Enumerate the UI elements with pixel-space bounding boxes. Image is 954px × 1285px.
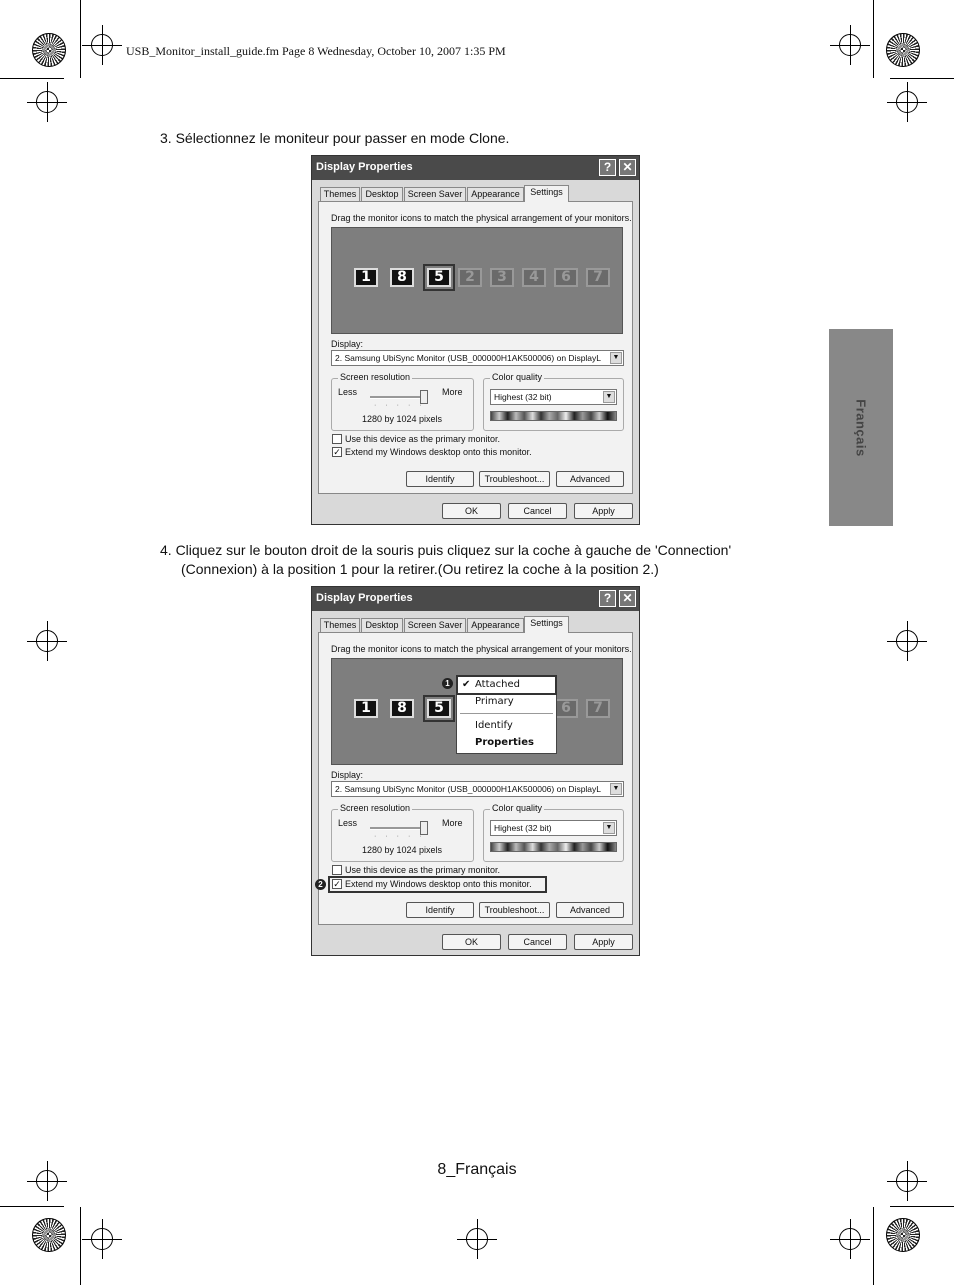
slider-ticks: ·····: [374, 833, 431, 840]
ok-button[interactable]: OK: [442, 934, 501, 950]
troubleshoot-button[interactable]: Troubleshoot...: [479, 902, 550, 918]
cancel-button[interactable]: Cancel: [508, 934, 567, 950]
crosshair-mark-icon: [466, 1228, 488, 1250]
registration-mark-icon: [32, 1218, 66, 1252]
crosshair-mark-icon: [36, 630, 58, 652]
display-select[interactable]: [331, 781, 624, 797]
identify-button[interactable]: Identify: [406, 471, 474, 487]
monitor-icon[interactable]: 6: [554, 268, 578, 287]
settings-panel: [318, 632, 633, 925]
display-properties-dialog-1: [311, 155, 640, 525]
monitor-arrangement-area[interactable]: [331, 227, 623, 334]
instruction-text: Drag the monitor icons to match the physical arrangement of your monitors.: [331, 644, 632, 654]
primary-monitor-label: Use this device as the primary monitor.: [345, 865, 501, 875]
menu-separator: [460, 713, 553, 714]
slider-ticks: ·····: [374, 402, 431, 409]
crosshair-mark-icon: [896, 630, 918, 652]
crop-line: [0, 1206, 64, 1207]
close-button[interactable]: ✕: [619, 159, 636, 176]
troubleshoot-button[interactable]: Troubleshoot...: [479, 471, 550, 487]
color-quality-label: Color quality: [492, 803, 543, 813]
check-icon: ✔: [462, 679, 471, 690]
dialog-title: Display Properties: [316, 161, 413, 173]
side-tab-label: Français: [853, 398, 869, 457]
tab-themes[interactable]: Themes: [320, 618, 360, 632]
crosshair-mark-icon: [91, 1228, 113, 1250]
tab-screen-saver[interactable]: Screen Saver: [404, 187, 466, 201]
crop-line: [890, 1206, 954, 1207]
tab-settings[interactable]: Settings: [524, 185, 569, 202]
apply-button[interactable]: Apply: [574, 934, 633, 950]
crosshair-mark-icon: [91, 34, 113, 56]
monitor-arrangement-area[interactable]: [331, 658, 623, 765]
extend-desktop-checkbox[interactable]: ✓: [333, 447, 341, 457]
crosshair-mark-icon: [839, 1228, 861, 1250]
tab-screen-saver[interactable]: Screen Saver: [404, 618, 466, 632]
crop-line: [873, 0, 874, 78]
monitor-icon[interactable]: 7: [586, 699, 610, 718]
advanced-button[interactable]: Advanced: [556, 902, 624, 918]
chevron-down-icon: ▼: [603, 391, 615, 403]
primary-monitor-checkbox[interactable]: [332, 865, 342, 875]
primary-monitor-label: Use this device as the primary monitor.: [345, 434, 501, 444]
callout-badge-2: 2: [315, 879, 326, 890]
less-label: Less: [338, 387, 358, 397]
monitor-icon[interactable]: 6: [554, 699, 578, 718]
monitor-icon[interactable]: 8: [390, 699, 414, 718]
ok-button[interactable]: OK: [442, 503, 501, 519]
primary-monitor-checkbox[interactable]: [332, 434, 342, 444]
monitor-icon[interactable]: 2: [458, 268, 482, 287]
menu-item-primary[interactable]: Primary: [475, 696, 514, 707]
monitor-icon[interactable]: 8: [390, 268, 414, 287]
tab-settings[interactable]: Settings: [524, 616, 569, 633]
extend-desktop-checkbox[interactable]: ✓: [333, 879, 341, 889]
extend-desktop-label: Extend my Windows desktop onto this monitor.: [345, 879, 532, 889]
menu-item-identify[interactable]: Identify: [475, 720, 513, 731]
resolution-value: 1280 by 1024 pixels: [362, 845, 443, 855]
screen-resolution-label: Screen resolution: [340, 372, 411, 382]
display-label: Display:: [331, 339, 364, 349]
tab-appearance[interactable]: Appearance: [467, 187, 524, 201]
display-properties-dialog-2: [311, 586, 640, 956]
help-button[interactable]: ?: [599, 159, 616, 176]
screen-resolution-group: [331, 372, 474, 431]
monitor-icon-selected[interactable]: 5: [427, 699, 451, 718]
step-4-text-line-1: 4. Cliquez sur le bouton droit de la souris puis cliquez sur la coche à gauche de 'Connection': [160, 542, 732, 558]
tab-desktop[interactable]: Desktop: [361, 187, 403, 201]
registration-mark-icon: [886, 33, 920, 67]
crosshair-mark-icon: [839, 34, 861, 56]
color-preview-bar: [490, 842, 617, 852]
tab-themes[interactable]: Themes: [320, 187, 360, 201]
instruction-text: Drag the monitor icons to match the physical arrangement of your monitors.: [331, 213, 632, 223]
less-label: Less: [338, 818, 358, 828]
title-bar: [312, 587, 639, 611]
menu-item-properties[interactable]: Properties: [475, 737, 534, 748]
tab-desktop[interactable]: Desktop: [361, 618, 403, 632]
file-header-line: USB_Monitor_install_guide.fm Page 8 Wednesday, October 10, 2007 1:35 PM: [126, 44, 506, 58]
registration-mark-icon: [32, 33, 66, 67]
identify-button[interactable]: Identify: [406, 902, 474, 918]
dialog-title: Display Properties: [316, 592, 413, 604]
display-select[interactable]: [331, 350, 624, 366]
color-quality-value: Highest (32 bit): [494, 392, 552, 402]
display-label: Display:: [331, 770, 364, 780]
close-button[interactable]: ✕: [619, 590, 636, 607]
color-preview-bar: [490, 411, 617, 421]
crop-line: [80, 1207, 81, 1285]
screen-resolution-group: [331, 803, 474, 862]
step-4-text-line-2: (Connexion) à la position 1 pour la retirer.(Ou retirez la coche à la position 2.): [181, 561, 659, 577]
settings-panel: [318, 201, 633, 494]
tab-appearance[interactable]: Appearance: [467, 618, 524, 632]
language-side-tab: [829, 329, 893, 526]
monitor-icon-selected[interactable]: 5: [427, 268, 451, 287]
display-select-value: 2. Samsung UbiSync Monitor (USB_000000H1AK500006) on DisplayL: [335, 353, 602, 363]
display-select-value: 2. Samsung UbiSync Monitor (USB_000000H1AK500006) on DisplayL: [335, 784, 602, 794]
crosshair-mark-icon: [36, 91, 58, 113]
monitor-context-menu: [456, 675, 557, 754]
crop-line: [0, 78, 64, 79]
color-quality-group: [483, 803, 624, 862]
crop-line: [873, 1207, 874, 1285]
screen-resolution-label: Screen resolution: [340, 803, 411, 813]
menu-item-attached[interactable]: Attached: [475, 679, 520, 690]
color-quality-value: Highest (32 bit): [494, 823, 552, 833]
chevron-down-icon: ▼: [610, 352, 622, 364]
color-quality-select[interactable]: [490, 820, 617, 836]
monitor-icon[interactable]: 7: [586, 268, 610, 287]
extend-desktop-label: Extend my Windows desktop onto this monitor.: [345, 447, 532, 457]
resolution-value: 1280 by 1024 pixels: [362, 414, 443, 424]
cancel-button[interactable]: Cancel: [508, 503, 567, 519]
step-3-text: 3. Sélectionnez le moniteur pour passer en mode Clone.: [160, 130, 510, 146]
chevron-down-icon: ▼: [610, 783, 622, 795]
monitor-icon[interactable]: 3: [490, 268, 514, 287]
monitor-icon[interactable]: 1: [354, 268, 378, 287]
color-quality-group: [483, 372, 624, 431]
registration-mark-icon: [886, 1218, 920, 1252]
help-button[interactable]: ?: [599, 590, 616, 607]
color-quality-label: Color quality: [492, 372, 543, 382]
advanced-button[interactable]: Advanced: [556, 471, 624, 487]
crosshair-mark-icon: [896, 1170, 918, 1192]
monitor-icon[interactable]: 1: [354, 699, 378, 718]
color-quality-select[interactable]: [490, 389, 617, 405]
crop-line: [80, 0, 81, 78]
crosshair-mark-icon: [896, 91, 918, 113]
monitor-icon[interactable]: 4: [522, 268, 546, 287]
chevron-down-icon: ▼: [603, 822, 615, 834]
callout-badge-1: 1: [442, 678, 453, 689]
crosshair-mark-icon: [36, 1170, 58, 1192]
title-bar: [312, 156, 639, 180]
page-footer: 8_Français: [437, 1161, 517, 1178]
more-label: More: [442, 387, 463, 397]
crop-line: [890, 78, 954, 79]
apply-button[interactable]: Apply: [574, 503, 633, 519]
more-label: More: [442, 818, 463, 828]
